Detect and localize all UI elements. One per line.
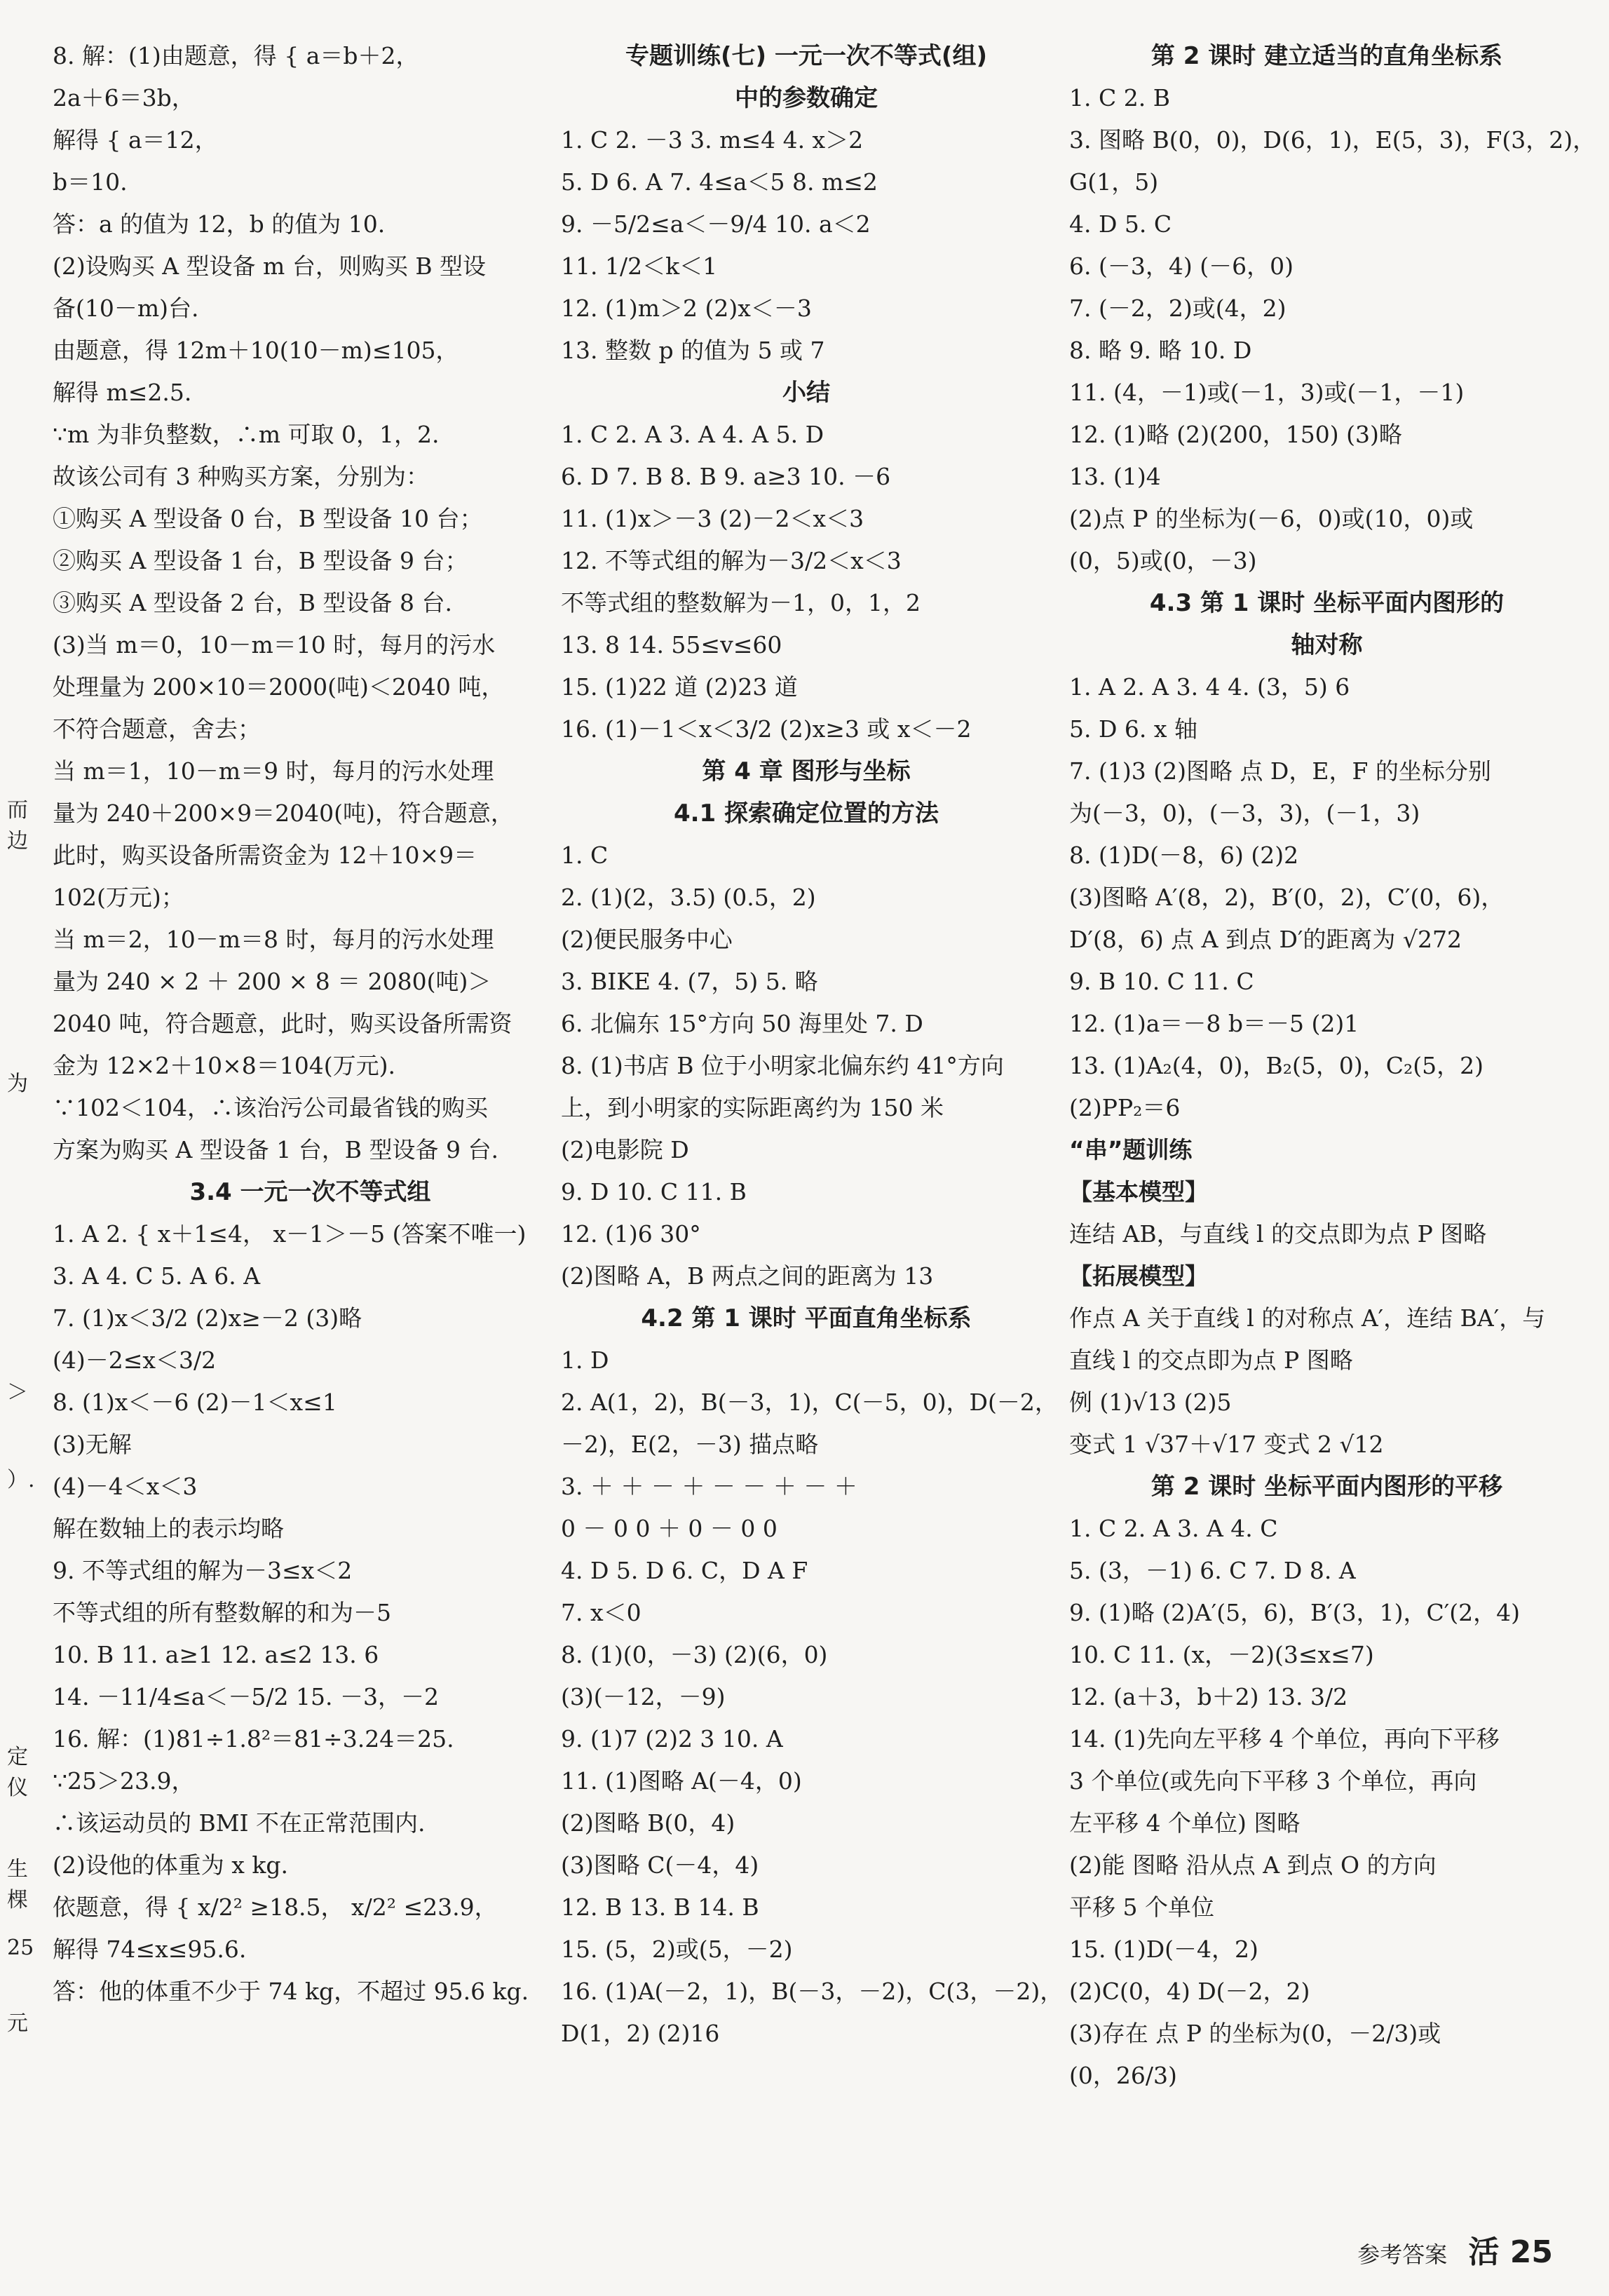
answer-line: 答：他的体重不少于 74 kg，不超过 95.6 kg. (53, 1978, 529, 2005)
answer-line: (3)当 m＝0，10－m＝10 时，每月的污水 (53, 631, 496, 659)
answer-line: 10. C 11. (x，－2)(3≤x≤7) (1069, 1641, 1374, 1668)
answer-line: (2)设他的体重为 x kg. (53, 1851, 288, 1879)
answer-line: (2)设购买 A 型设备 m 台，则购买 B 型设 (53, 252, 487, 280)
answer-line: 12. 不等式组的解为－3/2＜x＜3 (561, 547, 902, 574)
edge-fragment: ）. (7, 1468, 35, 1492)
answer-line: 12. (1)a＝－8 b＝－5 (2)1 (1069, 1010, 1359, 1037)
answer-line: 6. D 7. B 8. B 9. a≥3 10. －6 (561, 463, 891, 490)
answer-line: 15. (5，2)或(5，－2) (561, 1936, 793, 1963)
answer-line: 1. A 2. A 3. 4 4. (3，5) 6 (1069, 673, 1350, 701)
subsection-label: 【拓展模型】 (1069, 1262, 1208, 1290)
answer-line: ∵102＜104，∴该治污公司最省钱的购买 (53, 1094, 488, 1121)
answer-line: 3. ＋ ＋ － ＋ － － ＋ － ＋ (561, 1473, 857, 1500)
answer-line: 不符合题意，舍去； (53, 715, 261, 743)
answer-line: 1. C 2. －3 3. m≤4 4. x＞2 (561, 126, 864, 154)
section-heading: 小结 (782, 379, 830, 407)
answer-line: 13. 整数 p 的值为 5 或 7 (561, 337, 825, 364)
edge-fragment: 而边 (7, 798, 28, 853)
answer-line: 不等式组的整数解为－1，0，1，2 (561, 589, 921, 616)
answer-line: 不等式组的所有整数解的和为－5 (53, 1599, 391, 1626)
answer-line: 解在数轴上的表示均略 (53, 1515, 284, 1542)
answer-line: 2. A(1，2)，B(－3，1)，C(－5，0)，D(－2， (561, 1389, 1058, 1416)
answer-line: 1. D (561, 1346, 609, 1374)
answer-line: 8. 解：(1)由题意，得 { a＝b＋2， (53, 42, 419, 69)
answer-line: 12. (1)6 30° (561, 1220, 701, 1248)
answer-column-3 (1069, 35, 1596, 2097)
answer-line: (3)图略 C(－4，4) (561, 1851, 759, 1879)
answer-line: ∵m 为非负整数，∴m 可取 0，1，2. (53, 421, 440, 448)
edge-fragment: 定仪 (7, 1745, 28, 1800)
answer-line: (3)无解 (53, 1431, 132, 1458)
answer-line: 1. C 2. B (1069, 84, 1170, 112)
answer-column-2 (561, 35, 1064, 2055)
answer-line: G(1，5) (1069, 168, 1159, 196)
answer-line: 6. 北偏东 15°方向 50 海里处 7. D (561, 1010, 923, 1037)
answer-line: 3 个单位(或先向下平移 3 个单位，再向 (1069, 1767, 1477, 1795)
answer-line: 依题意，得 { x/2² ≥18.5， x/2² ≤23.9， (53, 1893, 498, 1921)
answer-line: 直线 l 的交点即为点 P 图略 (1069, 1346, 1353, 1374)
answer-line: (2)C(0，4) D(－2，2) (1069, 1978, 1310, 2005)
answer-line: (0，5)或(0，－3) (1069, 547, 1257, 574)
answer-line: 12. (1)略 (2)(200，150) (3)略 (1069, 421, 1402, 448)
section-heading: 专题训练(七) 一元一次不等式(组) (625, 42, 987, 70)
answer-line: 11. (1)x＞－3 (2)－2＜x＜3 (561, 505, 864, 532)
answer-line: 16. (1)A(－2，1)，B(－3，－2)，C(3，－2)， (561, 1978, 1064, 2005)
answer-line: 10. B 11. a≥1 12. a≤2 13. 6 (53, 1641, 379, 1668)
section-heading: 4.2 第 1 课时 平面直角坐标系 (641, 1304, 972, 1332)
answer-line: 5. (3，－1) 6. C 7. D 8. A (1069, 1557, 1356, 1584)
answer-line: 金为 12×2＋10×8＝104(万元). (53, 1052, 395, 1079)
answer-line: 处理量为 200×10＝2000(吨)＜2040 吨， (53, 673, 505, 701)
answer-line: ①购买 A 型设备 0 台，B 型设备 10 台； (53, 505, 483, 532)
answer-line: (2)能 图略 沿从点 A 到点 O 的方向 (1069, 1851, 1437, 1879)
answer-line: 左平移 4 个单位) 图略 (1069, 1809, 1301, 1837)
answer-line: 5. D 6. A 7. 4≤a＜5 8. m≤2 (561, 168, 878, 196)
answer-line: 2a＋6＝3b， (53, 84, 195, 112)
section-heading: 4.1 探索确定位置的方法 (673, 799, 939, 828)
answer-line: 9. 不等式组的解为－3≤x＜2 (53, 1557, 353, 1584)
answer-line: (2)图略 A，B 两点之间的距离为 13 (561, 1262, 934, 1290)
section-heading: 4.3 第 1 课时 坐标平面内图形的 (1149, 589, 1505, 617)
answer-line: 8. (1)书店 B 位于小明家北偏东约 41°方向 (561, 1052, 1004, 1079)
answer-line: 连结 AB，与直线 l 的交点即为点 P 图略 (1069, 1220, 1487, 1248)
answer-line: 备(10－m)台. (53, 295, 199, 322)
section-heading: 第 4 章 图形与坐标 (702, 757, 911, 785)
answer-line: 此时，购买设备所需资金为 12＋10×9＝ (53, 842, 477, 869)
answer-line: 8. (1)D(－8，6) (2)2 (1069, 842, 1299, 869)
answer-line: 1. C (561, 842, 609, 869)
answer-line: D′(8，6) 点 A 到点 D′的距离为 √272 (1069, 926, 1462, 953)
answer-line: 13. (1)A₂(4，0)，B₂(5，0)，C₂(5，2) (1069, 1052, 1484, 1079)
answer-line: 变式 1 √37＋√17 变式 2 √12 (1069, 1431, 1384, 1458)
answer-line: ∵25＞23.9， (53, 1767, 195, 1795)
answer-line: 11. 1/2＜k＜1 (561, 252, 718, 280)
answer-line: 3. A 4. C 5. A 6. A (53, 1262, 261, 1290)
answer-line: 13. (1)4 (1069, 463, 1161, 490)
answer-line: 4. D 5. C (1069, 210, 1172, 238)
page-number: 活 25 (1468, 2234, 1553, 2270)
answer-line: 1. A 2. { x＋1≤4， x－1＞－5 (答案不唯一) (53, 1220, 527, 1248)
answer-line: 平移 5 个单位 (1069, 1893, 1214, 1921)
edge-fragment: 元 (7, 2011, 28, 2036)
answer-line: 7. x＜0 (561, 1599, 641, 1626)
answer-line: 解得 { a＝12， (53, 126, 218, 154)
answer-line: 16. 解：(1)81÷1.8²＝81÷3.24＝25. (53, 1725, 454, 1753)
answer-line: 2040 吨，符合题意，此时，购买设备所需资 (53, 1010, 512, 1037)
section-heading: 3.4 一元一次不等式组 (189, 1178, 431, 1206)
answer-line: 13. 8 14. 55≤v≤60 (561, 631, 782, 659)
answer-line: 故该公司有 3 种购买方案，分别为： (53, 463, 429, 490)
answer-line: 14. (1)先向左平移 4 个单位，再向下平移 (1069, 1725, 1500, 1753)
answer-line: 答：a 的值为 12，b 的值为 10. (53, 210, 386, 238)
answer-line: 0 － 0 0 ＋ 0 － 0 0 (561, 1515, 778, 1542)
answer-line: 作点 A 关于直线 l 的对称点 A′，连结 BA′，与 (1069, 1304, 1546, 1332)
answer-line: 为(－3，0)，(－3，3)，(－1，3) (1069, 799, 1420, 827)
answer-line: (2)点 P 的坐标为(－6，0)或(10，0)或 (1069, 505, 1474, 532)
answer-line: 9. D 10. C 11. B (561, 1178, 747, 1206)
answer-line: b＝10. (53, 168, 128, 196)
answer-line: 8. (1)(0，－3) (2)(6，0) (561, 1641, 828, 1668)
answer-line: (3)(－12，－9) (561, 1683, 726, 1710)
answer-line: ∴该运动员的 BMI 不在正常范围内. (53, 1809, 426, 1837)
answer-line: 当 m＝1，10－m＝9 时，每月的污水处理 (53, 757, 494, 785)
answer-line: 5. D 6. x 轴 (1069, 715, 1197, 743)
answer-line: 解得 m≤2.5. (53, 379, 192, 406)
answer-line: 由题意，得 12m＋10(10－m)≤105， (53, 337, 459, 364)
answer-line: ③购买 A 型设备 2 台，B 型设备 8 台. (53, 589, 452, 616)
edge-fragment: 25 (7, 1936, 34, 1960)
subsection-label: 【基本模型】 (1069, 1178, 1208, 1206)
answer-line: 12. B 13. B 14. B (561, 1893, 759, 1921)
answer-line: 3. BIKE 4. (7，5) 5. 略 (561, 968, 818, 995)
answer-line: 2. (1)(2，3.5) (0.5，2) (561, 884, 816, 911)
answer-line: 上，到小明家的实际距离约为 150 米 (561, 1094, 944, 1121)
answer-line: 9. －5/2≤a＜－9/4 10. a＜2 (561, 210, 871, 238)
footer-label: 参考答案 (1357, 2241, 1448, 2268)
answer-line: 7. (1)x＜3/2 (2)x≥－2 (3)略 (53, 1304, 362, 1332)
answer-line: 7. (－2，2)或(4，2) (1069, 295, 1286, 322)
section-heading: 第 2 课时 坐标平面内图形的平移 (1150, 1473, 1503, 1501)
answer-line: 当 m＝2，10－m＝8 时，每月的污水处理 (53, 926, 494, 953)
answer-line: (2)电影院 D (561, 1136, 689, 1163)
answer-line: (0，26/3) (1069, 2062, 1177, 2089)
answer-line: (2)便民服务中心 (561, 926, 733, 953)
answer-line: 102(万元)； (53, 884, 184, 911)
answer-line: 量为 240＋200×9＝2040(吨)，符合题意， (53, 799, 514, 827)
answer-line: 9. (1)略 (2)A′(5，6)，B′(3，1)，C′(2，4) (1069, 1599, 1520, 1626)
answer-line: ②购买 A 型设备 1 台，B 型设备 9 台； (53, 547, 468, 574)
answer-line: (2)图略 B(0，4) (561, 1809, 735, 1837)
answer-line: 7. (1)3 (2)图略 点 D，E，F 的坐标分别 (1069, 757, 1491, 785)
answer-line: 8. (1)x＜－6 (2)－1＜x≤1 (53, 1389, 337, 1416)
answer-line: 解得 74≤x≤95.6. (53, 1936, 247, 1963)
answer-line: (2)PP₂＝6 (1069, 1094, 1181, 1121)
answer-line: (4)－4＜x＜3 (53, 1473, 198, 1500)
answer-line: 1. C 2. A 3. A 4. C (1069, 1515, 1278, 1542)
answer-line: 量为 240 × 2 ＋ 200 × 8 ＝ 2080(吨)＞ (53, 968, 491, 995)
answer-column-1 (53, 35, 568, 2013)
subsection-label: “串”题训练 (1069, 1136, 1193, 1163)
page-footer (1357, 2227, 1553, 2271)
answer-line: 例 (1)√13 (2)5 (1069, 1389, 1232, 1416)
answer-line: 9. B 10. C 11. C (1069, 968, 1254, 995)
section-heading: 中的参数确定 (735, 84, 878, 112)
answer-line: 16. (1)－1＜x＜3/2 (2)x≥3 或 x＜－2 (561, 715, 972, 743)
section-heading: 轴对称 (1291, 631, 1363, 659)
answer-line: 6. (－3，4) (－6，0) (1069, 252, 1294, 280)
section-heading: 第 2 课时 建立适当的直角坐标系 (1150, 42, 1503, 70)
answer-line: 9. (1)7 (2)2 3 10. A (561, 1725, 783, 1753)
answer-line: 12. (a＋3，b＋2) 13. 3/2 (1069, 1683, 1348, 1710)
answer-line: 1. C 2. A 3. A 4. A 5. D (561, 421, 824, 448)
answer-line: 方案为购买 A 型设备 1 台，B 型设备 9 台. (53, 1136, 498, 1163)
answer-line: 11. (1)图略 A(－4，0) (561, 1767, 802, 1795)
answer-line: 4. D 5. D 6. C，D A F (561, 1557, 808, 1584)
answer-line: 15. (1)D(－4，2) (1069, 1936, 1258, 1963)
edge-fragment: ＞ (7, 1380, 28, 1405)
edge-fragment: 生棵 (7, 1857, 28, 1912)
answer-line: 3. 图略 B(0，0)，D(6，1)，E(5，3)，F(3，2)， (1069, 126, 1596, 154)
answer-line: D(1，2) (2)16 (561, 2020, 720, 2047)
answer-line: (3)存在 点 P 的坐标为(0，－2/3)或 (1069, 2020, 1441, 2047)
answer-line: 14. －11/4≤a＜－5/2 15. －3，－2 (53, 1683, 439, 1710)
answer-line: (3)图略 A′(8，2)，B′(0，2)，C′(0，6)， (1069, 884, 1505, 911)
answer-line: －2)，E(2，－3) 描点略 (561, 1431, 819, 1458)
answer-line: (4)－2≤x＜3/2 (53, 1346, 217, 1374)
answer-line: 12. (1)m＞2 (2)x＜－3 (561, 295, 812, 322)
edge-fragment: 为 (7, 1072, 28, 1096)
answer-line: 15. (1)22 道 (2)23 道 (561, 673, 798, 701)
answer-line: 11. (4，－1)或(－1，3)或(－1，－1) (1069, 379, 1465, 406)
answer-line: 8. 略 9. 略 10. D (1069, 337, 1252, 364)
